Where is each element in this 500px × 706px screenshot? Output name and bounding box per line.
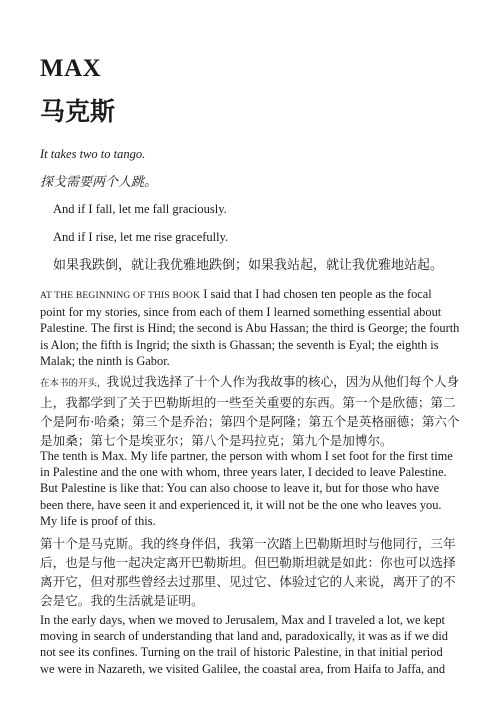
paragraph-1-lead-smallcaps: AT THE BEGINNING OF THIS BOOK bbox=[40, 291, 201, 301]
paragraph-2-english: The tenth is Max. My life partner, the person with whom I set foot for the first time in Palestine and the one with whom, three years later, I decided to leave Palestine. But Palestine is like that: You can also choose to leave it, but for those who have been there, have seen it and experienced it, it will not be the one who leaves you. My life is proof of this. bbox=[40, 449, 453, 528]
poem-line-2: And if I rise, let me rise gracefully. bbox=[53, 230, 229, 244]
epigraph-chinese: 探戈需要两个人跳。 bbox=[40, 175, 158, 190]
paragraph-3-english: In the early days, when we moved to Jerusalem, Max and I traveled a lot, we kept moving in search of understanding that land and, paradoxically, it was as if we did not see its confines. Turning on the trail of historic Palestine, in that initial period we were in Nazareth, we visited Galilee, the coastal area, from Haifa to Jaffa, and bbox=[40, 613, 448, 676]
paragraph-1-chinese-body: 我说过我选择了十个人作为我故事的核心，因为从他们每个人身上，我都学到了关于巴勒斯坦的一些至关重要的东西。第一个是欣德；第二个是阿布·哈桑；第三个是乔治；第四个是阿隆；第五个是英格丽德；第六个是加桑；第七个是埃亚尔；第八个是玛拉克；第九个是加博尔。 bbox=[40, 374, 460, 448]
paragraph-1-english bbox=[40, 286, 460, 369]
paragraph-1-chinese-lead: 在本书的开头， bbox=[40, 378, 107, 389]
epigraph-english: It takes two to tango. bbox=[40, 147, 146, 161]
poem-chinese: 如果我跌倒，就让我优雅地跌倒；如果我站起，就让我优雅地站起。 bbox=[53, 258, 444, 273]
poem-line-1: And if I fall, let me fall graciously. bbox=[53, 202, 227, 216]
paragraph-1-body: I said that I had chosen ten people as the focal point for my stories, since from each of them I learned something essential about Palestine. The first is Hind; the second is Abu Hassan; the third is George; the fourth is Alon; the fifth is Ingrid; the sixth is Ghassan; the seventh is Eyal; the eighth is Malak; the ninth is Gabor. bbox=[40, 287, 460, 368]
chapter-title-english: MAX bbox=[40, 55, 102, 82]
paragraph-2-chinese: 第十个是马克斯。我的终身伴侣，我第一次踏上巴勒斯坦时与他同行，三年后，也是与他一起决定离开巴勒斯坦。但巴勒斯坦就是如此：你也可以选择离开它，但对那些曾经去过那里、见过它、体验过它的人来说，离开了的不会是它。我的生活就是证明。 bbox=[40, 536, 456, 608]
chapter-title-chinese: 马克斯 bbox=[40, 97, 116, 126]
paragraph-1-chinese bbox=[40, 372, 460, 450]
